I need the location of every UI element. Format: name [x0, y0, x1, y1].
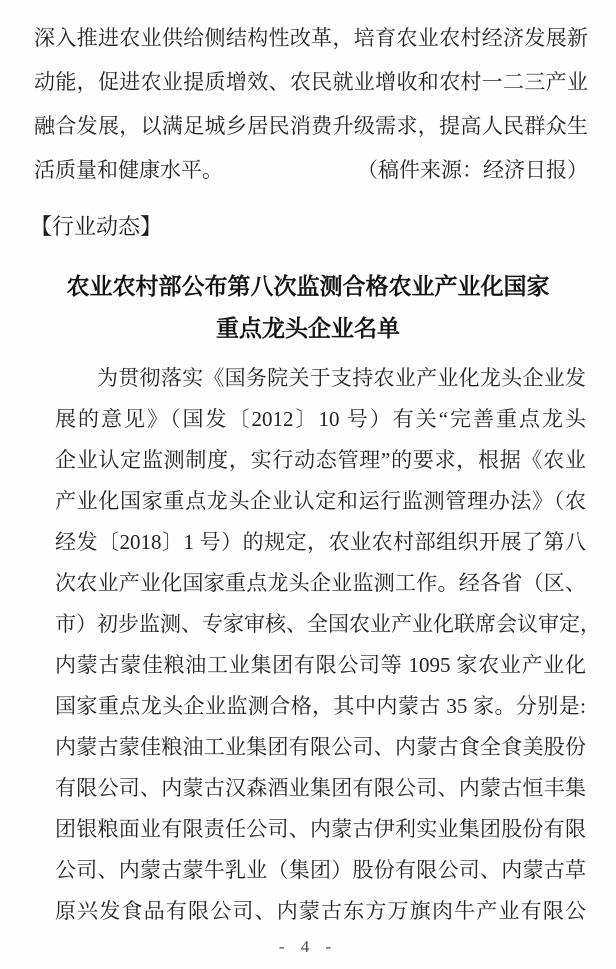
- text-line: 市）初步监测、专家审核、全国农业产业化联席会议审定，: [55, 612, 601, 636]
- text-line: 展的意见》（国发〔2012〕10 号）有关“完善重点龙头: [55, 407, 586, 431]
- text-line: 产业化国家重点龙头企业认定和运行监测管理办法》（农: [55, 489, 586, 513]
- text-line: 动能，促进农业提质增效、农民就业增收和农村一二三产业: [34, 70, 588, 94]
- article-title-line-1: 农业农村部公布第八次监测合格农业产业化国家: [66, 274, 550, 299]
- text-line: 为贯彻落实《国务院关于支持农业产业化龙头企业发: [97, 366, 586, 390]
- intro-paragraph: [34, 16, 588, 192]
- text-line: 原兴发食品有限公司、内蒙古东方万旗肉牛产业有限公: [55, 899, 586, 923]
- text-line: 公司、内蒙古蒙牛乳业（集团）股份有限公司、内蒙古草: [55, 858, 586, 882]
- text-line: 次农业产业化国家重点龙头企业监测工作。经各省（区、: [55, 571, 586, 595]
- section-header: 【行业动态】: [30, 214, 163, 239]
- text-line: 内蒙古蒙佳粮油工业集团有限公司、内蒙古食全食美股份: [55, 735, 586, 759]
- page-number: - 4 -: [278, 937, 338, 956]
- source-attribution: （稿件来源：经济日报）: [357, 158, 588, 182]
- text-line: 企业认定监测制度，实行动态管理”的要求，根据《农业: [55, 448, 586, 472]
- article-title: [20, 266, 596, 350]
- text-line: 内蒙古蒙佳粮油工业集团有限公司等 1095 家农业产业化: [55, 653, 586, 677]
- text-line: 深入推进农业供给侧结构性改革，培育农业农村经济发展新: [34, 26, 588, 50]
- text-line: 国家重点龙头企业监测合格，其中内蒙古 35 家。分别是:: [55, 694, 586, 718]
- intro-closing-text: 活质量和健康水平。: [34, 158, 223, 182]
- text-line: 融合发展，以满足城乡居民消费升级需求，提高人民群众生: [34, 114, 588, 138]
- text-line: 有限公司、内蒙古汉森酒业集团有限公司、内蒙古恒丰集: [55, 776, 586, 800]
- text-line: 团银粮面业有限责任公司、内蒙古伊利实业集团股份有限: [55, 817, 586, 841]
- text-line: 经发〔2018〕1 号）的规定，农业农村部组织开展了第八: [55, 530, 586, 554]
- article-body: [55, 358, 601, 932]
- article-title-line-2: 重点龙头企业名单: [216, 316, 400, 341]
- intro-paragraph-last-line: [34, 148, 588, 192]
- intro-paragraph-lines: [34, 16, 588, 148]
